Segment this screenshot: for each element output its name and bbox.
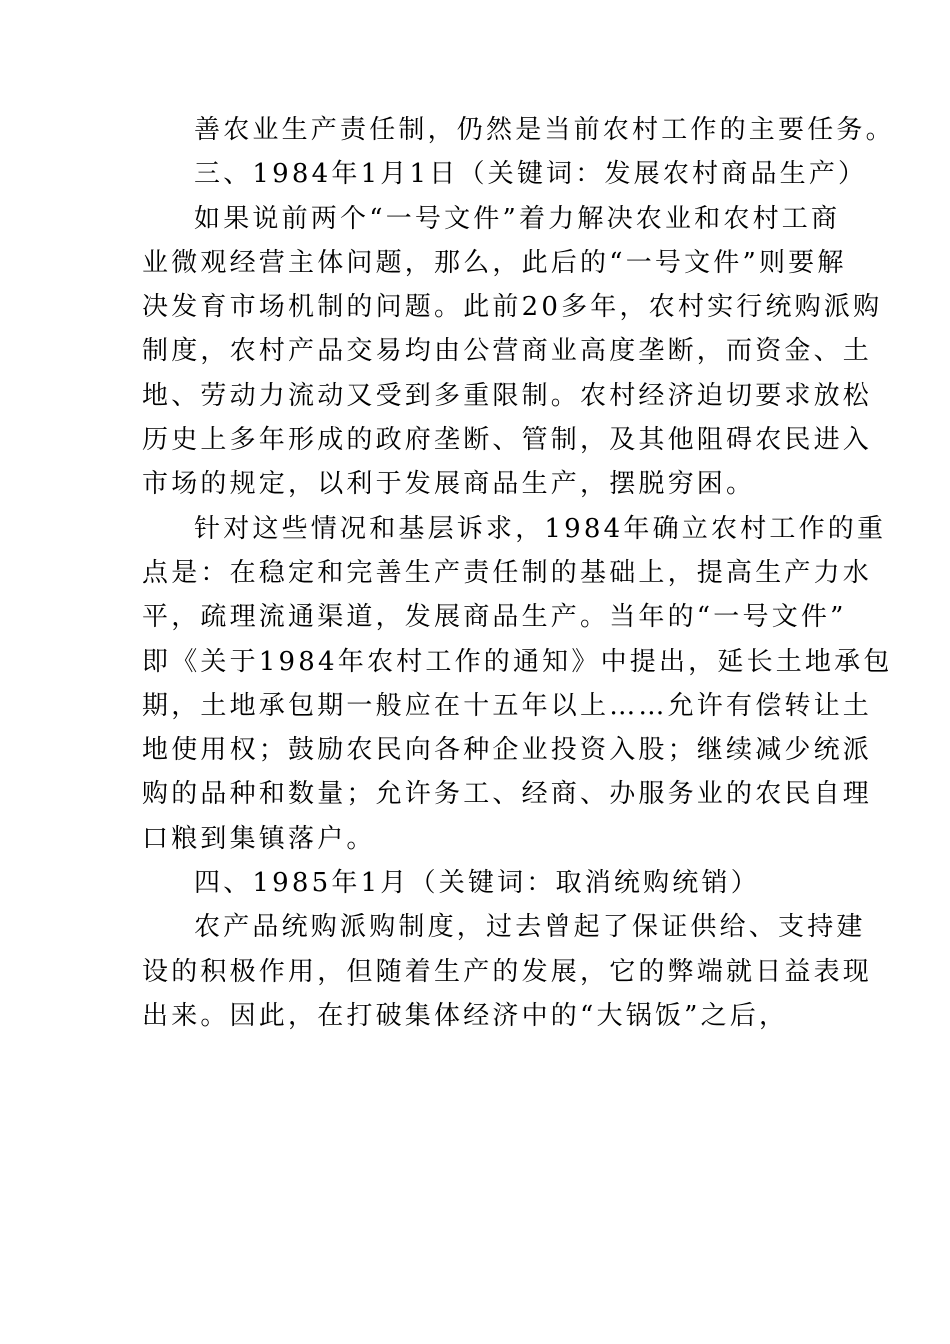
text-line: 地、劳动力流动又受到多重限制。农村经济迫切要求放松 [142,380,873,411]
text-line: 市场的规定，以利于发展商品生产，摆脱穷困。 [142,469,756,500]
text-line: 平，疏理流通渠道，发展商品生产。当年的“一号文件” [142,602,847,633]
text-line: 制度，农村产品交易均由公营商业高度垄断，而资金、土 [142,336,873,367]
text-line: 决发育市场机制的问题。此前20多年，农村实行统购派购 [142,292,883,323]
text-line: 针对这些情况和基层诉求，1984年确立农村工作的重 [194,513,887,544]
section-heading-4: 四、1985年1月（关键词：取消统购统销） [194,868,760,899]
text-line: 出来。因此，在打破集体经济中的“大锅饭”之后， [142,1000,789,1031]
text-line: 历史上多年形成的政府垄断、管制，及其他阻碍农民进入 [142,425,873,456]
text-line: 地使用权；鼓励农民向各种企业投资入股；继续减少统派 [142,735,873,766]
text-line: 如果说前两个“一号文件”着力解决农业和农村工商 [194,203,841,234]
text-line: 口粮到集镇落户。 [142,823,376,854]
text-line: 设的积极作用，但随着生产的发展，它的弊端就日益表现 [142,956,873,987]
text-line: 购的品种和数量；允许务工、经商、办服务业的农民自理 [142,779,873,810]
text-line: 业微观经营主体问题，那么，此后的“一号文件”则要解 [142,247,847,278]
text-line: 农产品统购派购制度，过去曾起了保证供给、支持建 [194,912,866,943]
text-line: 期，土地承包期一般应在十五年以上……允许有偿转让土 [142,690,873,721]
text-line: 即《关于1984年农村工作的通知》中提出，延长土地承包 [142,646,893,677]
body-text [142,108,895,1038]
text-line: 点是：在稳定和完善生产责任制的基础上，提高生产力水 [142,557,873,588]
section-heading-3: 三、1984年1月1日（关键词：发展农村商品生产） [194,159,868,190]
text-line: 善农业生产责任制，仍然是当前农村工作的主要任务。 [194,115,895,145]
